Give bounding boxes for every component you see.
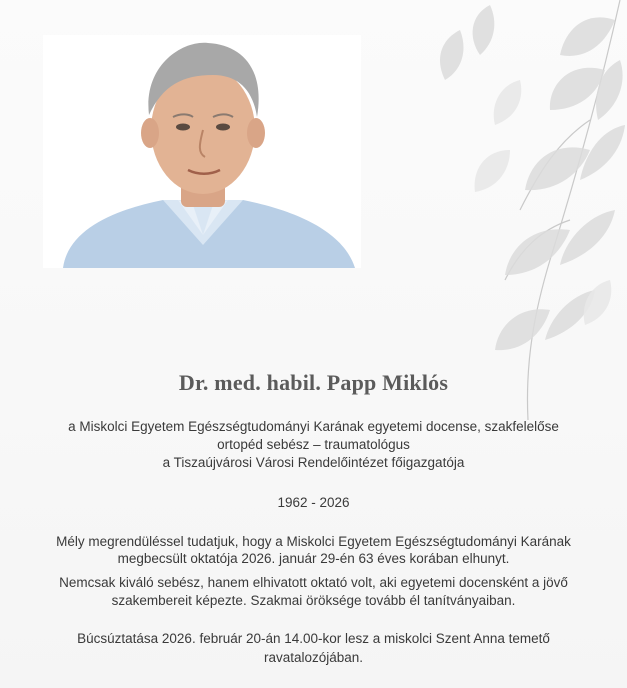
leaf-branch-icon	[400, 0, 627, 420]
funeral-line: ravatalozójában.	[263, 650, 364, 665]
announcement-line: Nemcsak kiváló sebész, hanem elhivatott oktató volt, aki egyetemi docensként a jövő	[59, 575, 568, 590]
deceased-name: Dr. med. habil. Papp Miklós	[178, 370, 449, 395]
title-line-director: a Tiszaújvárosi Városi Rendelőintézet főigazgatója	[162, 455, 465, 470]
portrait-photo	[43, 35, 361, 268]
announcement-line: megbecsült oktatója 2026. január 29-én 63 éves korában elhunyt.	[117, 551, 510, 566]
announcement-line: szakembereit képezte. Szakmai öröksége tovább él tanítványaiban.	[111, 593, 516, 608]
funeral-line: Búcsúztatása 2026. február 20-án 14.00-kor lesz a miskolci Szent Anna temető	[77, 631, 550, 646]
announcement-line: Mély megrendüléssel tudatjuk, hogy a Miskolci Egyetem Egészségtudományi Karának	[56, 534, 571, 549]
title-line-academic: a Miskolci Egyetem Egészségtudományi Karának egyetemi docense, szakfelelőse	[68, 419, 559, 434]
life-years: 1962 - 2026	[277, 495, 350, 510]
title-line-specialty: ortopéd sebész – traumatológus	[217, 437, 410, 452]
